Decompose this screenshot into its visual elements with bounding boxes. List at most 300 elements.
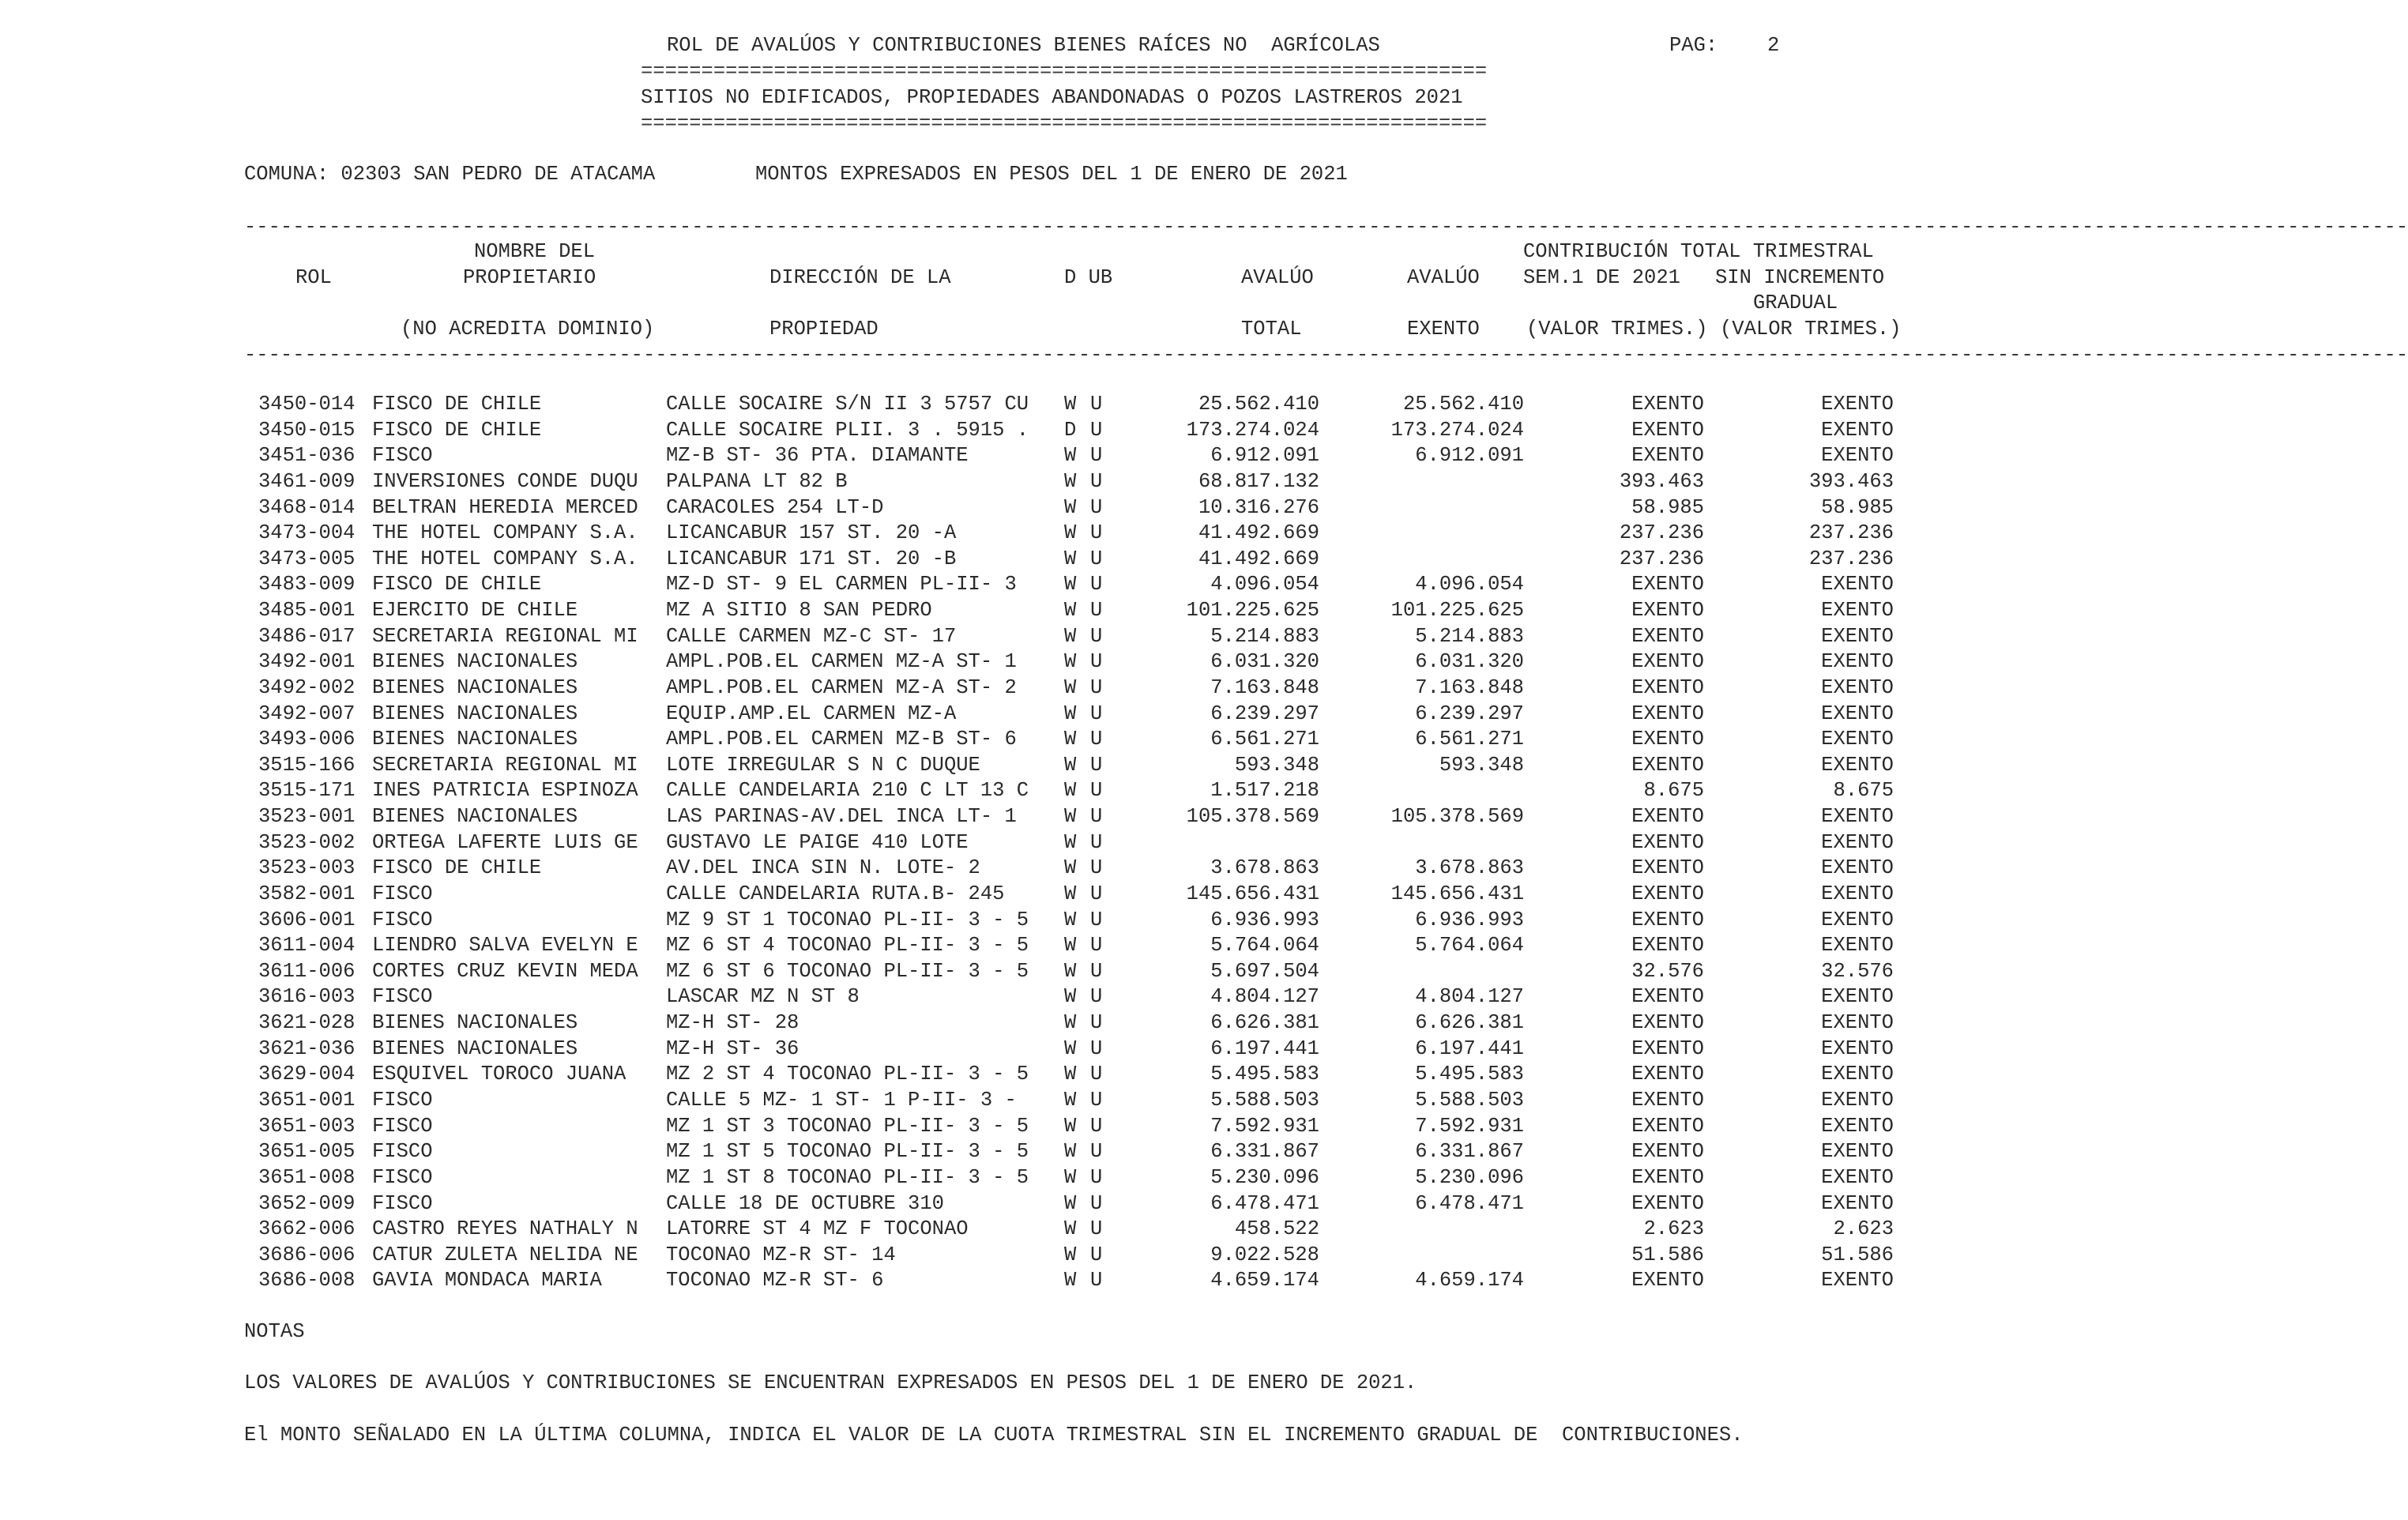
cell-contribucion-sem: EXENTO (1631, 675, 1704, 699)
cell-propietario: BIENES NACIONALES (372, 675, 578, 699)
cell-avaluo-exento: 6.626.381 (1415, 1011, 1524, 1035)
cell-avaluo-exento: 7.592.931 (1415, 1114, 1524, 1138)
cell-contribucion-sem: EXENTO (1631, 444, 1704, 468)
cell-d: W (1064, 753, 1077, 777)
table-row (0, 1064, 2022, 1089)
cell-ub: U (1090, 702, 1103, 725)
cell-contribucion-sem: EXENTO (1631, 1140, 1704, 1164)
col-header-direccion-1: DIRECCIÓN DE LA (769, 266, 951, 289)
cell-sin-incremento: EXENTO (1821, 1089, 1894, 1112)
cell-rol: 3473-004 (258, 521, 356, 545)
cell-direccion: LOTE IRREGULAR S N C DUQUE (666, 753, 980, 777)
cell-d: D (1064, 418, 1077, 442)
cell-sin-incremento: 237.236 (1808, 547, 1894, 570)
cell-d: W (1064, 934, 1077, 958)
col-header-valor-1: (VALOR TRIMES.) (1526, 318, 1708, 340)
cell-d: W (1064, 675, 1077, 699)
cell-direccion: CALLE CANDELARIA RUTA.B- 245 (666, 882, 1005, 905)
table-row (0, 1191, 2022, 1219)
table-row (0, 1116, 2022, 1142)
cell-propietario: BIENES NACIONALES (372, 728, 578, 751)
table-row (0, 675, 2022, 703)
cell-sin-incremento: EXENTO (1821, 1191, 1894, 1215)
cell-ub: U (1090, 393, 1103, 416)
cell-ub: U (1090, 1089, 1103, 1112)
cell-sin-incremento: EXENTO (1821, 856, 1894, 880)
cell-ub: U (1090, 1011, 1103, 1035)
cell-avaluo-total: 4.804.127 (1210, 985, 1319, 1009)
table-row (0, 961, 2022, 987)
table-row (0, 1039, 2022, 1064)
cell-sin-incremento: EXENTO (1821, 599, 1894, 623)
cell-ub: U (1090, 753, 1103, 777)
cell-d: W (1064, 1243, 1077, 1266)
cell-contribucion-sem: EXENTO (1631, 1114, 1704, 1138)
cell-sin-incremento: EXENTO (1821, 1114, 1894, 1138)
table-row (0, 523, 2022, 548)
table-row (0, 1142, 2022, 1167)
cell-avaluo-total: 6.197.441 (1210, 1037, 1319, 1060)
cell-contribucion-sem: EXENTO (1631, 985, 1704, 1009)
cell-rol: 3523-001 (258, 805, 356, 829)
cell-contribucion-sem: EXENTO (1631, 1269, 1704, 1292)
cell-sin-incremento: EXENTO (1821, 444, 1894, 468)
cell-ub: U (1090, 547, 1103, 570)
cell-direccion: EQUIP.AMP.EL CARMEN MZ-A (666, 702, 957, 725)
cell-ub: U (1090, 573, 1103, 596)
cell-rol: 3621-028 (258, 1011, 356, 1035)
cell-ub: U (1090, 495, 1103, 519)
dashed-rule-bottom: ----------------------------------------------------------------------------------------------------------------------------------------------------------------------------------- (244, 344, 2408, 367)
cell-avaluo-total: 7.163.848 (1210, 675, 1319, 699)
cell-d: W (1064, 1037, 1077, 1060)
cell-d: W (1064, 985, 1077, 1009)
cell-propietario: FISCO (372, 1165, 433, 1189)
cell-sin-incremento: EXENTO (1821, 753, 1894, 777)
cell-rol: 3451-036 (258, 444, 356, 468)
cell-contribucion-sem: EXENTO (1631, 830, 1704, 854)
table-row (0, 420, 2022, 446)
cell-d: W (1064, 1217, 1077, 1241)
cell-d: W (1064, 547, 1077, 570)
cell-contribucion-sem: 8.675 (1643, 779, 1704, 803)
cell-avaluo-exento: 4.659.174 (1415, 1269, 1524, 1292)
cell-rol: 3651-005 (258, 1140, 356, 1164)
cell-propietario: EJERCITO DE CHILE (372, 599, 578, 623)
cell-d: W (1064, 521, 1077, 545)
cell-direccion: GUSTAVO LE PAIGE 410 LOTE (666, 830, 969, 854)
cell-rol: 3651-001 (258, 1089, 356, 1112)
cell-propietario: THE HOTEL COMPANY S.A. (372, 521, 638, 545)
cell-direccion: MZ-D ST- 9 EL CARMEN PL-II- 3 (666, 573, 1017, 596)
cell-d: W (1064, 1269, 1077, 1292)
cell-ub: U (1090, 908, 1103, 931)
table-row (0, 704, 2022, 729)
cell-sin-incremento: EXENTO (1821, 1269, 1894, 1292)
double-rule-top: ====================================================================== (641, 60, 1488, 83)
cell-contribucion-sem: 32.576 (1631, 959, 1704, 983)
cell-direccion: CALLE CANDELARIA 210 C LT 13 C (666, 779, 1029, 803)
cell-contribucion-sem: EXENTO (1631, 650, 1704, 674)
cell-contribucion-sem: EXENTO (1631, 882, 1704, 905)
cell-d: W (1064, 495, 1077, 519)
double-rule-bottom: ====================================================================== (641, 112, 1488, 135)
cell-d: W (1064, 1165, 1077, 1189)
cell-avaluo-total: 5.230.096 (1210, 1165, 1319, 1189)
cell-propietario: FISCO DE CHILE (372, 393, 542, 416)
cell-sin-incremento: EXENTO (1821, 675, 1894, 699)
cell-propietario: FISCO (372, 444, 433, 468)
cell-ub: U (1090, 521, 1103, 545)
cell-rol: 3450-014 (258, 393, 356, 416)
cell-d: W (1064, 959, 1077, 983)
cell-propietario: FISCO (372, 1114, 433, 1138)
cell-contribucion-sem: EXENTO (1631, 418, 1704, 442)
cell-direccion: MZ 6 ST 6 TOCONAO PL-II- 3 - 5 (666, 959, 1029, 983)
cell-sin-incremento: 2.623 (1833, 1217, 1894, 1241)
cell-ub: U (1090, 959, 1103, 983)
cell-rol: 3616-003 (258, 985, 356, 1009)
cell-avaluo-exento: 6.239.297 (1415, 702, 1524, 725)
table-row (0, 830, 2022, 858)
cell-avaluo-exento: 593.348 (1439, 753, 1524, 777)
cell-contribucion-sem: EXENTO (1631, 1063, 1704, 1086)
cell-avaluo-exento: 5.588.503 (1415, 1089, 1524, 1112)
cell-propietario: BELTRAN HEREDIA MERCED (372, 495, 638, 519)
cell-d: W (1064, 469, 1077, 493)
cell-rol: 3606-001 (258, 908, 356, 931)
cell-propietario: FISCO (372, 985, 433, 1009)
cell-propietario: INES PATRICIA ESPINOZA (372, 779, 638, 803)
cell-propietario: FISCO DE CHILE (372, 573, 542, 596)
cell-rol: 3483-009 (258, 573, 356, 596)
report-subtitle: SITIOS NO EDIFICADOS, PROPIEDADES ABANDONADAS O POZOS LASTREROS 2021 (641, 86, 1463, 109)
col-header-gradual: GRADUAL (1753, 292, 1838, 314)
table-row (0, 1219, 2022, 1244)
cell-sin-incremento: EXENTO (1821, 573, 1894, 596)
cell-propietario: FISCO (372, 1191, 433, 1215)
col-header-avaluo-total-1: AVALÚO (1241, 266, 1314, 289)
cell-avaluo-total: 4.096.054 (1210, 573, 1319, 596)
cell-avaluo-exento: 145.656.431 (1390, 882, 1524, 905)
montos-line: MONTOS EXPRESADOS EN PESOS DEL 1 DE ENERO DE 2021 (755, 163, 1348, 186)
table-row (0, 1165, 2022, 1193)
cell-sin-incremento: 8.675 (1833, 779, 1894, 803)
table-row (0, 755, 2022, 781)
cell-avaluo-total: 1.517.218 (1210, 779, 1319, 803)
cell-d: W (1064, 1011, 1077, 1035)
cell-direccion: LICANCABUR 157 ST. 20 -A (666, 521, 957, 545)
cell-contribucion-sem: EXENTO (1631, 805, 1704, 829)
cell-sin-incremento: EXENTO (1821, 702, 1894, 725)
cell-contribucion-sem: EXENTO (1631, 1089, 1704, 1112)
cell-contribucion-sem: 58.985 (1631, 495, 1704, 519)
cell-direccion: MZ A SITIO 8 SAN PEDRO (666, 599, 932, 623)
cell-sin-incremento: EXENTO (1821, 728, 1894, 751)
cell-direccion: LAS PARINAS-AV.DEL INCA LT- 1 (666, 805, 1017, 829)
cell-direccion: MZ 1 ST 5 TOCONAO PL-II- 3 - 5 (666, 1140, 1029, 1164)
cell-avaluo-total: 25.562.410 (1198, 393, 1319, 416)
cell-avaluo-exento: 4.804.127 (1415, 985, 1524, 1009)
cell-rol: 3611-006 (258, 959, 356, 983)
cell-avaluo-total: 7.592.931 (1210, 1114, 1319, 1138)
cell-contribucion-sem: 2.623 (1643, 1217, 1704, 1241)
cell-sin-incremento: 58.985 (1821, 495, 1894, 519)
cell-propietario: FISCO (372, 1140, 433, 1164)
cell-sin-incremento: EXENTO (1821, 882, 1894, 905)
col-header-avaluo-exento-1: AVALÚO (1407, 266, 1480, 289)
cell-contribucion-sem: 51.586 (1631, 1243, 1704, 1266)
table-row (0, 394, 2022, 420)
col-header-valor-2: (VALOR TRIMES.) (1720, 318, 1902, 340)
cell-contribucion-sem: EXENTO (1631, 624, 1704, 648)
cell-ub: U (1090, 1114, 1103, 1138)
col-header-avaluo-total-2: TOTAL (1241, 318, 1302, 340)
cell-contribucion-sem: EXENTO (1631, 573, 1704, 596)
cell-ub: U (1090, 1063, 1103, 1086)
cell-avaluo-total: 6.561.271 (1210, 728, 1319, 751)
cell-contribucion-sem: EXENTO (1631, 934, 1704, 958)
table-row (0, 626, 2022, 652)
cell-sin-incremento: EXENTO (1821, 830, 1894, 854)
cell-direccion: LATORRE ST 4 MZ F TOCONAO (666, 1217, 969, 1241)
cell-avaluo-total: 10.316.276 (1198, 495, 1319, 519)
cell-direccion: MZ 1 ST 8 TOCONAO PL-II- 3 - 5 (666, 1165, 1029, 1189)
cell-rol: 3473-005 (258, 547, 356, 570)
table-row (0, 652, 2022, 677)
cell-ub: U (1090, 599, 1103, 623)
cell-propietario: INVERSIONES CONDE DUQU (372, 469, 638, 493)
cell-avaluo-exento: 5.495.583 (1415, 1063, 1524, 1086)
cell-d: W (1064, 728, 1077, 751)
col-header-avaluo-exento-2: EXENTO (1407, 318, 1480, 340)
cell-avaluo-total: 41.492.669 (1198, 521, 1319, 545)
table-row (0, 884, 2022, 909)
dashed-rule-top: ----------------------------------------------------------------------------------------------------------------------------------------------------------------------------------- (244, 216, 2408, 239)
table-row (0, 600, 2022, 626)
cell-sin-incremento: 32.576 (1821, 959, 1894, 983)
cell-avaluo-total: 101.225.625 (1186, 599, 1319, 623)
cell-direccion: MZ-B ST- 36 PTA. DIAMANTE (666, 444, 969, 468)
cell-ub: U (1090, 985, 1103, 1009)
cell-d: W (1064, 882, 1077, 905)
cell-sin-incremento: EXENTO (1821, 985, 1894, 1009)
cell-avaluo-total: 6.478.471 (1210, 1191, 1319, 1215)
cell-contribucion-sem: EXENTO (1631, 753, 1704, 777)
cell-direccion: CARACOLES 254 LT-D (666, 495, 884, 519)
col-header-direccion-2: PROPIEDAD (769, 318, 879, 340)
cell-sin-incremento: EXENTO (1821, 805, 1894, 829)
cell-avaluo-total: 5.588.503 (1210, 1089, 1319, 1112)
cell-avaluo-total: 593.348 (1234, 753, 1319, 777)
cell-avaluo-total: 6.912.091 (1210, 444, 1319, 468)
table-row (0, 935, 2022, 961)
cell-direccion: CALLE 18 DE OCTUBRE 310 (666, 1191, 944, 1215)
cell-d: W (1064, 856, 1077, 880)
col-header-nombre-3: (NO ACREDITA DOMINIO) (401, 318, 655, 340)
table-row (0, 495, 2022, 523)
cell-direccion: AMPL.POB.EL CARMEN MZ-A ST- 1 (666, 650, 1017, 674)
cell-avaluo-total: 6.239.297 (1210, 702, 1319, 725)
cell-ub: U (1090, 882, 1103, 905)
cell-avaluo-exento: 105.378.569 (1390, 805, 1524, 829)
cell-d: W (1064, 650, 1077, 674)
cell-rol: 3523-003 (258, 856, 356, 880)
cell-sin-incremento: EXENTO (1821, 650, 1894, 674)
table-row (0, 574, 2022, 600)
cell-ub: U (1090, 1165, 1103, 1189)
cell-direccion: MZ 6 ST 4 TOCONAO PL-II- 3 - 5 (666, 934, 1029, 958)
cell-direccion: MZ 2 ST 4 TOCONAO PL-II- 3 - 5 (666, 1063, 1029, 1086)
cell-contribucion-sem: EXENTO (1631, 702, 1704, 725)
cell-ub: U (1090, 1217, 1103, 1241)
cell-sin-incremento: EXENTO (1821, 1037, 1894, 1060)
cell-avaluo-exento: 101.225.625 (1390, 599, 1524, 623)
cell-d: W (1064, 1140, 1077, 1164)
cell-avaluo-total: 5.495.583 (1210, 1063, 1319, 1086)
cell-propietario: FISCO (372, 908, 433, 931)
cell-contribucion-sem: EXENTO (1631, 1165, 1704, 1189)
cell-propietario: SECRETARIA REGIONAL MI (372, 753, 638, 777)
col-header-nombre-1: NOMBRE DEL (474, 240, 596, 263)
cell-direccion: AMPL.POB.EL CARMEN MZ-A ST- 2 (666, 675, 1017, 699)
cell-propietario: BIENES NACIONALES (372, 650, 578, 674)
cell-d: W (1064, 599, 1077, 623)
cell-ub: U (1090, 1243, 1103, 1266)
cell-contribucion-sem: 393.463 (1619, 469, 1704, 493)
table-row (0, 469, 2022, 497)
cell-avaluo-total: 4.659.174 (1210, 1269, 1319, 1292)
cell-sin-incremento: 51.586 (1821, 1243, 1894, 1266)
cell-ub: U (1090, 1191, 1103, 1215)
cell-rol: 3611-004 (258, 934, 356, 958)
cell-direccion: MZ-H ST- 36 (666, 1037, 800, 1060)
cell-avaluo-total: 5.214.883 (1210, 624, 1319, 648)
cell-avaluo-exento: 6.561.271 (1415, 728, 1524, 751)
cell-direccion: TOCONAO MZ-R ST- 14 (666, 1243, 896, 1266)
cell-rol: 3686-008 (258, 1269, 356, 1292)
cell-avaluo-total: 3.678.863 (1210, 856, 1319, 880)
cell-ub: U (1090, 675, 1103, 699)
cell-propietario: CASTRO REYES NATHALY N (372, 1217, 638, 1241)
cell-propietario: ESQUIVEL TOROCO JUANA (372, 1063, 626, 1086)
cell-contribucion-sem: 237.236 (1619, 521, 1704, 545)
cell-ub: U (1090, 444, 1103, 468)
cell-avaluo-exento: 4.096.054 (1415, 573, 1524, 596)
cell-d: W (1064, 573, 1077, 596)
cell-propietario: CATUR ZULETA NELIDA NE (372, 1243, 638, 1266)
cell-direccion: PALPANA LT 82 B (666, 469, 848, 493)
notes-line-1: LOS VALORES DE AVALÚOS Y CONTRIBUCIONES SE ENCUENTRAN EXPRESADOS EN PESOS DEL 1 DE ENERO DE 2021. (244, 1371, 1417, 1394)
cell-avaluo-exento: 6.031.320 (1415, 650, 1524, 674)
cell-propietario: BIENES NACIONALES (372, 805, 578, 829)
cell-ub: U (1090, 1269, 1103, 1292)
cell-rol: 3523-002 (258, 830, 356, 854)
table-row (0, 549, 2022, 574)
cell-rol: 3515-171 (258, 779, 356, 803)
cell-propietario: FISCO DE CHILE (372, 418, 542, 442)
cell-propietario: LIENDRO SALVA EVELYN E (372, 934, 638, 958)
cell-ub: U (1090, 779, 1103, 803)
col-header-dub: D UB (1064, 266, 1113, 289)
cell-rol: 3515-166 (258, 753, 356, 777)
cell-rol: 3651-003 (258, 1114, 356, 1138)
cell-rol: 3651-008 (258, 1165, 356, 1189)
cell-avaluo-exento: 6.912.091 (1415, 444, 1524, 468)
cell-avaluo-exento: 173.274.024 (1390, 418, 1524, 442)
cell-rol: 3493-006 (258, 728, 356, 751)
col-header-contribucion: CONTRIBUCIÓN TOTAL TRIMESTRAL (1523, 240, 1874, 263)
cell-propietario: BIENES NACIONALES (372, 1037, 578, 1060)
cell-direccion: LICANCABUR 171 ST. 20 -B (666, 547, 957, 570)
cell-direccion: CALLE CARMEN MZ-C ST- 17 (666, 624, 957, 648)
cell-ub: U (1090, 418, 1103, 442)
cell-rol: 3686-006 (258, 1243, 356, 1266)
cell-avaluo-exento: 3.678.863 (1415, 856, 1524, 880)
cell-propietario: FISCO (372, 1089, 433, 1112)
notes-title: NOTAS (244, 1320, 305, 1343)
cell-propietario: BIENES NACIONALES (372, 702, 578, 725)
cell-sin-incremento: EXENTO (1821, 624, 1894, 648)
cell-avaluo-total: 6.626.381 (1210, 1011, 1319, 1035)
cell-avaluo-total: 105.378.569 (1186, 805, 1319, 829)
table-row (0, 1013, 2022, 1038)
cell-d: W (1064, 624, 1077, 648)
cell-sin-incremento: EXENTO (1821, 908, 1894, 931)
cell-direccion: CALLE SOCAIRE S/N II 3 5757 CU (666, 393, 1029, 416)
cell-contribucion-sem: EXENTO (1631, 908, 1704, 931)
cell-direccion: TOCONAO MZ-R ST- 6 (666, 1269, 884, 1292)
col-header-sem: SEM.1 DE 2021 (1523, 266, 1680, 289)
cell-sin-incremento: EXENTO (1821, 393, 1894, 416)
cell-avaluo-exento: 7.163.848 (1415, 675, 1524, 699)
cell-rol: 3662-006 (258, 1217, 356, 1241)
cell-contribucion-sem: EXENTO (1631, 1037, 1704, 1060)
cell-direccion: LASCAR MZ N ST 8 (666, 985, 860, 1009)
report-title: ROL DE AVALÚOS Y CONTRIBUCIONES BIENES RAÍCES NO AGRÍCOLAS (667, 34, 1380, 57)
cell-d: W (1064, 444, 1077, 468)
cell-rol: 3492-002 (258, 675, 356, 699)
cell-avaluo-total: 5.697.504 (1210, 959, 1319, 983)
cell-sin-incremento: 393.463 (1808, 469, 1894, 493)
cell-ub: U (1090, 830, 1103, 854)
cell-propietario: FISCO DE CHILE (372, 856, 542, 880)
cell-contribucion-sem: EXENTO (1631, 599, 1704, 623)
cell-direccion: MZ 9 ST 1 TOCONAO PL-II- 3 - 5 (666, 908, 1029, 931)
cell-avaluo-total: 68.817.132 (1198, 469, 1319, 493)
cell-avaluo-exento: 5.214.883 (1415, 624, 1524, 648)
cell-avaluo-exento: 6.478.471 (1415, 1191, 1524, 1215)
cell-rol: 3450-015 (258, 418, 356, 442)
cell-d: W (1064, 1089, 1077, 1112)
cell-ub: U (1090, 624, 1103, 648)
cell-rol: 3629-004 (258, 1063, 356, 1086)
notes-line-2: El MONTO SEÑALADO EN LA ÚLTIMA COLUMNA, INDICA EL VALOR DE LA CUOTA TRIMESTRAL SIN EL INCREMENTO GRADUAL DE CONTRIBUCIONES. (244, 1424, 1744, 1447)
cell-avaluo-total: 458.522 (1234, 1217, 1319, 1241)
page-number: 2 (1767, 34, 1780, 57)
cell-contribucion-sem: 237.236 (1619, 547, 1704, 570)
cell-contribucion-sem: EXENTO (1631, 1011, 1704, 1035)
table-row (0, 1270, 2022, 1296)
cell-rol: 3492-001 (258, 650, 356, 674)
cell-sin-incremento: EXENTO (1821, 1011, 1894, 1035)
cell-propietario: GAVIA MONDACA MARIA (372, 1269, 602, 1292)
cell-ub: U (1090, 1037, 1103, 1060)
cell-avaluo-total: 9.022.528 (1210, 1243, 1319, 1266)
cell-avaluo-exento: 6.197.441 (1415, 1037, 1524, 1060)
cell-avaluo-total: 145.656.431 (1186, 882, 1319, 905)
cell-d: W (1064, 1114, 1077, 1138)
